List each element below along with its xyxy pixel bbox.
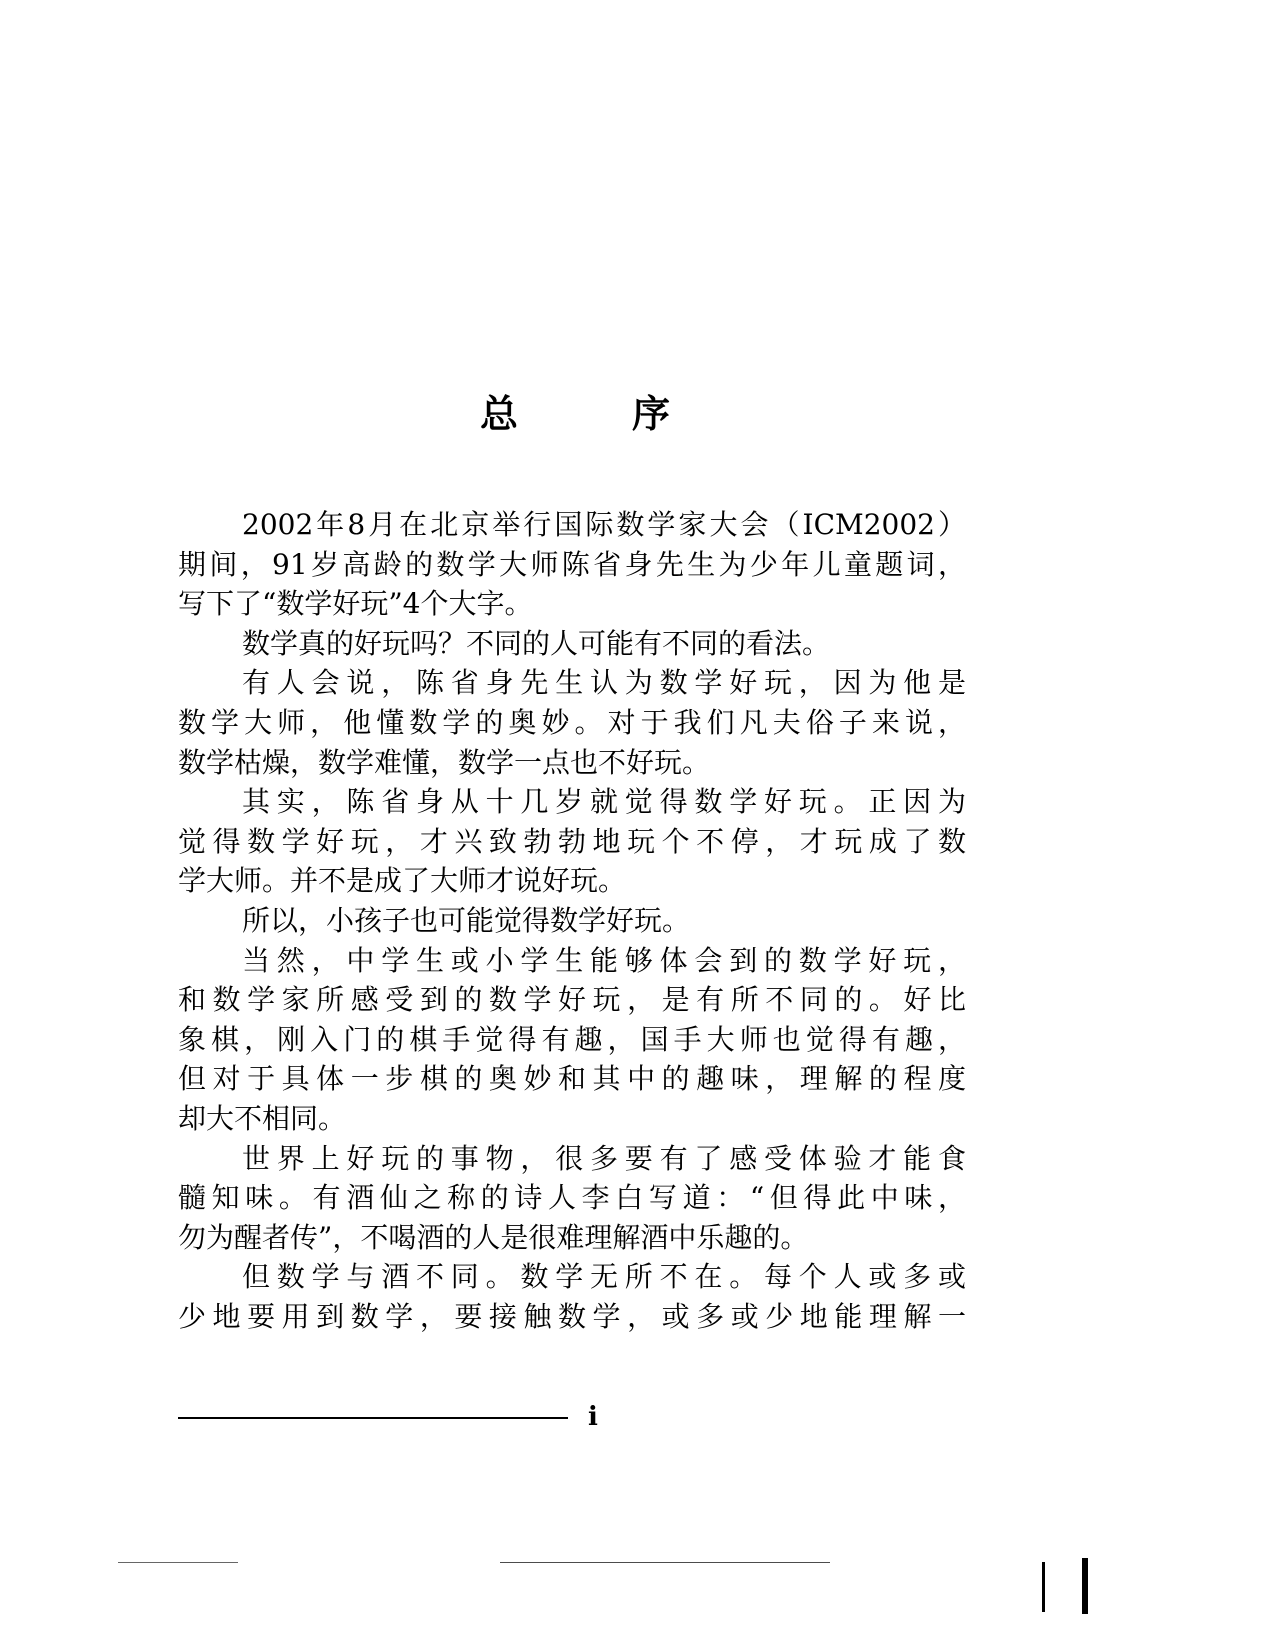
text-line: 学大师。并不是成了大师才说好玩。 (178, 864, 627, 898)
text-line: 其实，陈省身从十几岁就觉得数学好玩。正因为 (242, 785, 966, 819)
text-line: 数学大师，他懂数学的奥妙。对于我们凡夫俗子来说， (178, 705, 966, 739)
page-number: i (588, 1402, 598, 1432)
scan-artifact (500, 1562, 830, 1563)
page-title (480, 383, 670, 438)
text-line: 数学枯燥，数学难懂，数学一点也不好玩。 (178, 745, 711, 779)
text-line: 但数学与酒不同。数学无所不在。每个人或多或 (242, 1260, 966, 1294)
text-line: 象棋，刚入门的棋手觉得有趣，国手大师也觉得有趣， (178, 1022, 966, 1056)
footer-rule (178, 1417, 568, 1419)
title-char: 总 (480, 392, 519, 436)
text-line: 少地要用到数学，要接触数学，或多或少地能理解一 (178, 1299, 966, 1333)
text-line: 2002年8月在北京举行国际数学家大会（ICM2002） (242, 508, 966, 541)
text-line: 但对于具体一步棋的奥妙和其中的趣味，理解的程度 (178, 1062, 966, 1096)
text-line: 髓知味。有酒仙之称的诗人李白写道：“但得此中味， (178, 1181, 966, 1215)
text-line: 世界上好玩的事物，很多要有了感受体验才能食 (242, 1141, 966, 1175)
text-line: 数学真的好玩吗？不同的人可能有不同的看法。 (242, 626, 831, 660)
scan-edge-mark (1042, 1562, 1045, 1612)
text-line: 和数学家所感受到的数学好玩，是有所不同的。好比 (178, 983, 966, 1017)
scan-edge-mark (1082, 1558, 1088, 1614)
text-line: 有人会说，陈省身先生认为数学好玩，因为他是 (242, 666, 966, 700)
title-char: 序 (631, 392, 670, 436)
text-line: 当然，中学生或小学生能够体会到的数学好玩， (242, 943, 966, 977)
text-line: 所以，小孩子也可能觉得数学好玩。 (242, 903, 691, 937)
text-line: 期间，91岁高龄的数学大师陈省身先生为少年儿童题词， (178, 547, 966, 581)
text-line: 勿为醒者传”，不喝酒的人是很难理解酒中乐趣的。 (178, 1220, 809, 1254)
text-line: 觉得数学好玩，才兴致勃勃地玩个不停，才玩成了数 (178, 824, 966, 858)
scan-artifact (118, 1562, 238, 1563)
body-text (178, 505, 966, 1336)
text-line: 却大不相同。 (178, 1101, 347, 1135)
text-line: 写下了“数学好玩”4个大字。 (178, 587, 533, 621)
